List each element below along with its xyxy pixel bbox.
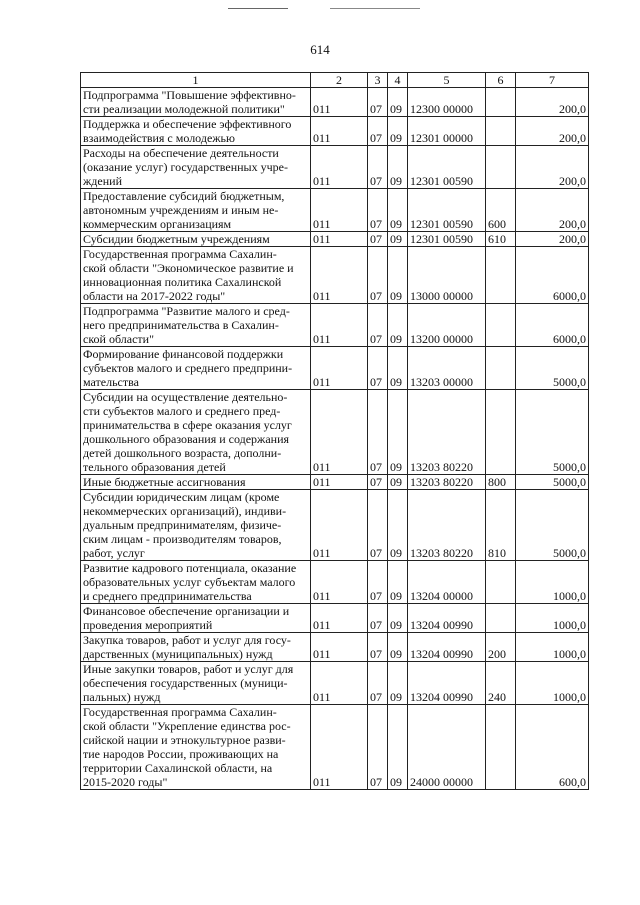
- row-name: [81, 232, 311, 247]
- program-code: 13204 00990: [408, 662, 486, 705]
- row-name: [81, 88, 311, 117]
- row-name-text: Расходы на обеспечение деятельности (оказание услуг) государственных учре- ждений: [83, 146, 288, 188]
- ministry-code: 011: [311, 232, 368, 247]
- expense-type-code: [486, 88, 516, 117]
- ministry-code: 011: [311, 390, 368, 475]
- amount: 1000,0: [516, 561, 589, 604]
- program-code: 12300 00000: [408, 88, 486, 117]
- row-name: [81, 247, 311, 304]
- ministry-code: 011: [311, 561, 368, 604]
- row-name: [81, 390, 311, 475]
- program-code: 12301 00590: [408, 232, 486, 247]
- amount: 1000,0: [516, 604, 589, 633]
- table-row: [81, 390, 589, 475]
- row-name-text: Субсидии юридическим лицам (кроме некоммерческих организаций), индиви- дуальным предпринимателям, физиче- ским лицам - производителям товаров, работ, услуг: [83, 490, 287, 560]
- ministry-code: 011: [311, 117, 368, 146]
- row-name: [81, 304, 311, 347]
- expense-type-code: [486, 304, 516, 347]
- table-row: [81, 475, 589, 490]
- row-name-text: Иные закупки товаров, работ и услуг для обеспечения государственных (муници- пальных) нужд: [83, 662, 294, 704]
- program-code: 13203 00000: [408, 347, 486, 390]
- program-code: 24000 00000: [408, 705, 486, 790]
- amount: 600,0: [516, 705, 589, 790]
- budget-table: [80, 72, 589, 790]
- row-name: [81, 347, 311, 390]
- program-code: 12301 00590: [408, 146, 486, 189]
- section-code: 07: [368, 347, 388, 390]
- amount: 5000,0: [516, 347, 589, 390]
- ministry-code: 011: [311, 604, 368, 633]
- section-code: 07: [368, 561, 388, 604]
- expense-type-code: [486, 247, 516, 304]
- ministry-code: 011: [311, 490, 368, 561]
- amount: 200,0: [516, 146, 589, 189]
- table-row: [81, 705, 589, 790]
- row-name-text: Субсидии на осуществление деятельно- сти субъектов малого и среднего пред- принимательства в сфере оказания услуг дошкольного образования и содержания детей дошкольного возраста, дополни- тельного образования детей: [83, 390, 292, 474]
- program-code: 13203 80220: [408, 475, 486, 490]
- subsection-code: 09: [388, 705, 408, 790]
- subsection-code: 09: [388, 247, 408, 304]
- program-code: 13204 00990: [408, 633, 486, 662]
- table-row: [81, 88, 589, 117]
- section-code: 07: [368, 146, 388, 189]
- row-name: [81, 490, 311, 561]
- amount: 5000,0: [516, 490, 589, 561]
- subsection-code: 09: [388, 475, 408, 490]
- row-name-text: Развитие кадрового потенциала, оказание образовательных услуг субъектам малого и среднего предпринимательства: [83, 561, 297, 603]
- table-row: [81, 117, 589, 146]
- amount: 6000,0: [516, 304, 589, 347]
- amount: 5000,0: [516, 390, 589, 475]
- row-name-text: Государственная программа Сахалин- ской области "Укрепление единства рос- сийской нации и этнокультурное разви- тие народов России, проживающих на территории Сахалинской области, на 2015-2020 годы": [83, 705, 291, 789]
- ministry-code: 011: [311, 189, 368, 232]
- row-name-text: Иные бюджетные ассигнования: [83, 475, 246, 489]
- subsection-code: 09: [388, 304, 408, 347]
- page-number: 614: [310, 42, 330, 57]
- subsection-code: 09: [388, 347, 408, 390]
- row-name-text: Финансовое обеспечение организации и проведения мероприятий: [83, 604, 290, 632]
- row-name-text: Субсидии бюджетным учреждениям: [83, 232, 270, 246]
- section-code: 07: [368, 475, 388, 490]
- subsection-code: 09: [388, 232, 408, 247]
- row-name: [81, 662, 311, 705]
- section-code: 07: [368, 189, 388, 232]
- program-code: 13203 80220: [408, 390, 486, 475]
- ministry-code: 011: [311, 247, 368, 304]
- row-name-text: Подпрограмма "Развитие малого и сред- него предпринимательства в Сахалин- ской области": [83, 304, 290, 346]
- expense-type-code: [486, 390, 516, 475]
- expense-type-code: [486, 347, 516, 390]
- row-name: [81, 633, 311, 662]
- subsection-code: 09: [388, 662, 408, 705]
- amount: 5000,0: [516, 475, 589, 490]
- ministry-code: 011: [311, 662, 368, 705]
- table-row: [81, 146, 589, 189]
- program-code: 13204 00990: [408, 604, 486, 633]
- subsection-code: 09: [388, 117, 408, 146]
- row-name: [81, 189, 311, 232]
- row-name-text: Закупка товаров, работ и услуг для госу- дарственных (муниципальных) нужд: [83, 633, 291, 661]
- row-name: [81, 705, 311, 790]
- ministry-code: 011: [311, 475, 368, 490]
- header-row: [81, 73, 589, 88]
- section-code: 07: [368, 304, 388, 347]
- ministry-code: 011: [311, 146, 368, 189]
- expense-type-code: 810: [486, 490, 516, 561]
- section-code: 07: [368, 88, 388, 117]
- column-header: 7: [516, 73, 589, 88]
- row-name: [81, 475, 311, 490]
- table-row: [81, 662, 589, 705]
- column-header: 2: [311, 73, 368, 88]
- amount: 200,0: [516, 189, 589, 232]
- amount: 6000,0: [516, 247, 589, 304]
- row-name: [81, 117, 311, 146]
- column-header: 1: [81, 73, 311, 88]
- expense-type-code: 800: [486, 475, 516, 490]
- row-name-text: Поддержка и обеспечение эффективного взаимодействия с молодежью: [83, 117, 292, 145]
- subsection-code: 09: [388, 88, 408, 117]
- column-header: 4: [388, 73, 408, 88]
- row-name-text: Формирование финансовой поддержки субъектов малого и среднего предприни- мательства: [83, 347, 293, 389]
- ministry-code: 011: [311, 705, 368, 790]
- row-name-text: Подпрограмма "Повышение эффективно- сти реализации молодежной политики": [83, 88, 296, 116]
- column-header: 5: [408, 73, 486, 88]
- amount: 1000,0: [516, 633, 589, 662]
- expense-type-code: [486, 705, 516, 790]
- ministry-code: 011: [311, 347, 368, 390]
- column-header: 6: [486, 73, 516, 88]
- row-name: [81, 146, 311, 189]
- amount: 200,0: [516, 117, 589, 146]
- program-code: 12301 00000: [408, 117, 486, 146]
- amount: 200,0: [516, 88, 589, 117]
- section-code: 07: [368, 633, 388, 662]
- subsection-code: 09: [388, 189, 408, 232]
- program-code: 13203 80220: [408, 490, 486, 561]
- table-row: [81, 604, 589, 633]
- subsection-code: 09: [388, 490, 408, 561]
- expense-type-code: 600: [486, 189, 516, 232]
- expense-type-code: [486, 146, 516, 189]
- row-name-text: Государственная программа Сахалин- ской области "Экономическое развитие и инновационная политика Сахалинской области на 2017-2022 годы": [83, 247, 294, 303]
- row-name-text: Предоставление субсидий бюджетным, автономным учреждениям и иным не- коммерческим организациям: [83, 189, 285, 231]
- row-name: [81, 561, 311, 604]
- section-code: 07: [368, 604, 388, 633]
- subsection-code: 09: [388, 604, 408, 633]
- section-code: 07: [368, 117, 388, 146]
- table-row: [81, 347, 589, 390]
- amount: 200,0: [516, 232, 589, 247]
- expense-type-code: [486, 117, 516, 146]
- table-row: [81, 189, 589, 232]
- expense-type-code: 240: [486, 662, 516, 705]
- section-code: 07: [368, 705, 388, 790]
- program-code: 13204 00000: [408, 561, 486, 604]
- table-row: [81, 304, 589, 347]
- ministry-code: 011: [311, 88, 368, 117]
- expense-type-code: 610: [486, 232, 516, 247]
- subsection-code: 09: [388, 390, 408, 475]
- ministry-code: 011: [311, 633, 368, 662]
- table-row: [81, 561, 589, 604]
- ministry-code: 011: [311, 304, 368, 347]
- row-name: [81, 604, 311, 633]
- program-code: 13000 00000: [408, 247, 486, 304]
- column-header: 3: [368, 73, 388, 88]
- amount: 1000,0: [516, 662, 589, 705]
- expense-type-code: [486, 561, 516, 604]
- table-row: [81, 232, 589, 247]
- program-code: 12301 00590: [408, 189, 486, 232]
- section-code: 07: [368, 662, 388, 705]
- section-code: 07: [368, 232, 388, 247]
- expense-type-code: [486, 604, 516, 633]
- scan-top-rule: [330, 8, 420, 9]
- section-code: 07: [368, 390, 388, 475]
- section-code: 07: [368, 247, 388, 304]
- subsection-code: 09: [388, 561, 408, 604]
- scan-top-rule: [228, 8, 288, 9]
- subsection-code: 09: [388, 146, 408, 189]
- subsection-code: 09: [388, 633, 408, 662]
- table-row: [81, 247, 589, 304]
- program-code: 13200 00000: [408, 304, 486, 347]
- expense-type-code: 200: [486, 633, 516, 662]
- table-row: [81, 490, 589, 561]
- section-code: 07: [368, 490, 388, 561]
- table-row: [81, 633, 589, 662]
